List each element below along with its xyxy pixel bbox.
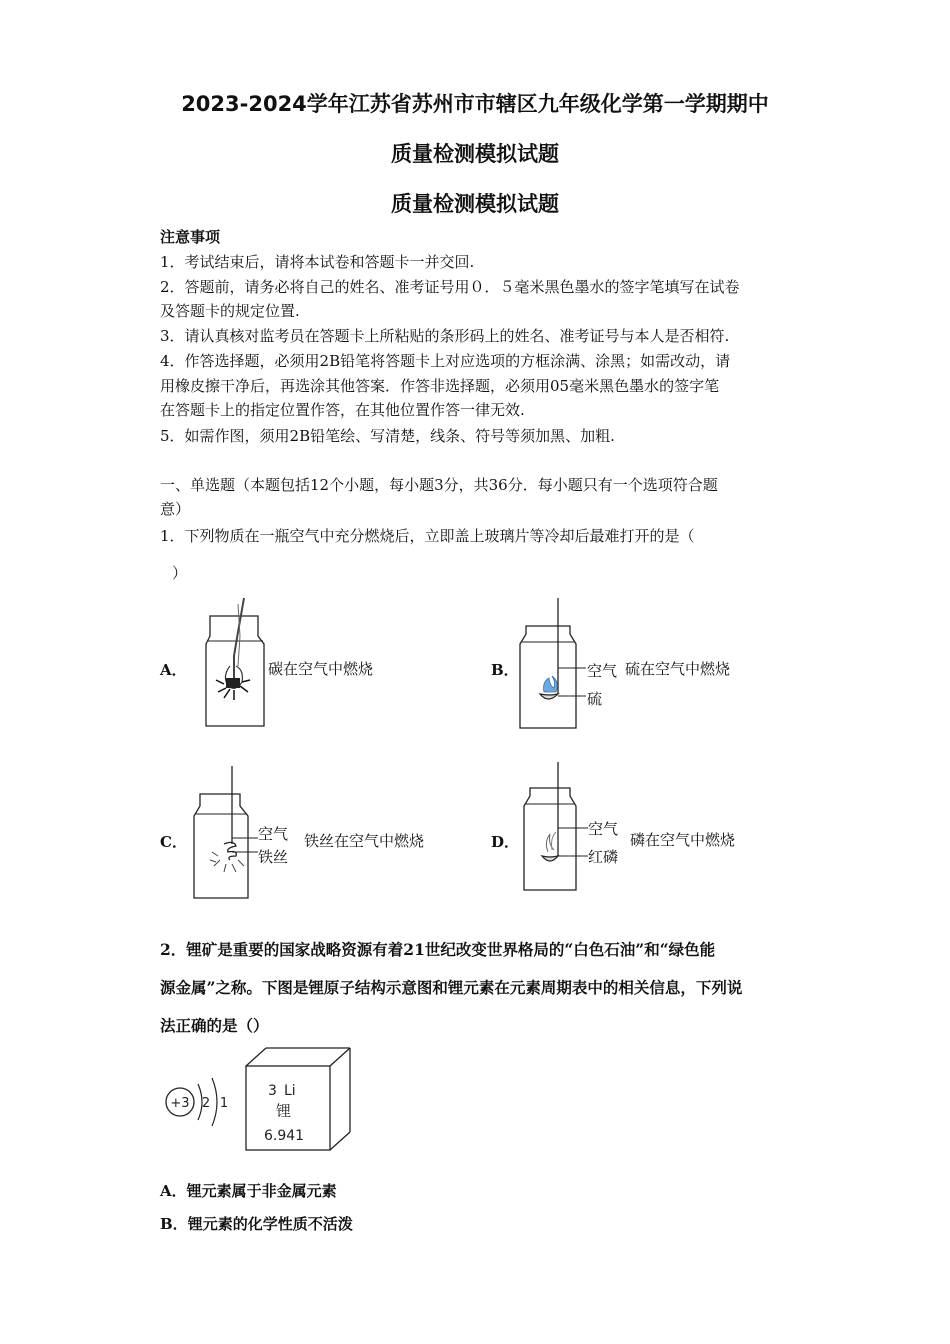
element-symbol: Li xyxy=(284,1083,296,1099)
q1-option-d-caption: 磷在空气中燃烧 xyxy=(630,831,736,849)
q2-option-b xyxy=(160,1214,353,1234)
q1-option-c-label-air: 空气 xyxy=(258,825,289,843)
q1-option-c-label-iron: 铁丝 xyxy=(258,848,289,866)
atomic-mass: 6.941 xyxy=(264,1128,305,1144)
q1-stem: 1．下列物质在一瓶空气中充分燃烧后，立即盖上玻璃片等冷却后最难打开的是（ xyxy=(160,527,695,545)
q1-option-b-label-air: 空气 xyxy=(587,662,618,680)
q1-option-c-letter: C． xyxy=(160,833,187,851)
q1-option-d-label-air: 空气 xyxy=(588,820,619,838)
q1-option-b-label-sulfur: 硫 xyxy=(587,690,603,708)
q2-option-a-text: 锂元素属于非金属元素 xyxy=(186,1182,337,1200)
notice-item: 用橡皮擦干净后，再选涂其他答案．作答非选择题，必须用05毫米黑色墨水的签字笔 xyxy=(160,377,720,395)
shell1-electrons: 2 xyxy=(201,1096,211,1111)
q1-option-b-caption: 硫在空气中燃烧 xyxy=(625,660,731,678)
nucleus-charge: +3 xyxy=(170,1096,190,1111)
section-heading-cont: 意） xyxy=(160,500,191,518)
notice-item: 及答题卡的规定位置. xyxy=(160,302,300,320)
notice-item: 4．作答选择题，必须用2B铅笔将答题卡上对应选项的方框涂满、涂黑；如需改动，请 xyxy=(160,352,731,370)
q2-option-b-text: 锂元素的化学性质不活泼 xyxy=(187,1215,353,1233)
q2-stem: 2．锂矿是重要的国家战略资源有着21世纪改变世界格局的“白色石油”和“绿色能 xyxy=(160,940,716,959)
q1-option-d-label-phosphorus: 红磷 xyxy=(588,848,619,866)
lithium-element-cell xyxy=(244,1046,354,1152)
section-heading: 一、单选题（本题包括12个小题，每小题3分，共36分．每小题只有一个选项符合题 xyxy=(160,476,718,494)
atomic-number: 3 xyxy=(268,1083,277,1099)
q1-option-a-letter: A． xyxy=(160,661,187,679)
exam-title-line1: 2023-2024学年江苏省苏州市市辖区九年级化学第一学期期中 xyxy=(181,92,769,116)
q2-option-b-letter: B． xyxy=(160,1215,188,1233)
lithium-atom-diagram xyxy=(160,1070,240,1136)
q1-option-c-caption: 铁丝在空气中燃烧 xyxy=(304,832,425,850)
q2-stem-cont2: 法正确的是（） xyxy=(160,1016,269,1035)
q1-option-a-caption: 碳在空气中燃烧 xyxy=(268,660,374,678)
electron-shell-2 xyxy=(212,1078,217,1126)
q2-stem-cont: 源金属”之称。下图是锂原子结构示意图和锂元素在元素周期表中的相关信息，下列说 xyxy=(160,978,743,997)
notice-heading: 注意事项 xyxy=(160,228,221,246)
exam-title-line2: 质量检测模拟试题 xyxy=(391,142,559,166)
q1-option-d-letter: D． xyxy=(491,833,520,851)
element-name: 锂 xyxy=(276,1102,292,1120)
notice-item: 5．如需作图，须用2B铅笔绘、写清楚，线条、符号等须加黑、加粗. xyxy=(160,427,615,445)
q2-option-a-letter: A． xyxy=(160,1182,187,1200)
notice-item: 3．请认真核对监考员在答题卡上所粘贴的条形码上的姓名、准考证号与本人是否相符. xyxy=(160,327,730,345)
notice-item: 1．考试结束后，请将本试卷和答题卡一并交回. xyxy=(160,253,475,271)
notice-item: 在答题卡上的指定位置作答，在其他位置作答一律无效. xyxy=(160,401,525,419)
shell2-electrons: 1 xyxy=(219,1096,229,1111)
notice-item: 2．答题前，请务必将自己的姓名、准考证号用０．５毫米黑色墨水的签字笔填写在试卷 xyxy=(160,278,740,296)
exam-title-line3: 质量检测模拟试题 xyxy=(391,192,559,216)
q1-option-b-letter: B． xyxy=(491,661,519,679)
q2-option-a xyxy=(160,1181,337,1201)
q1-stem-cont: ） xyxy=(172,564,188,582)
carbon-burning-jar-figure xyxy=(200,596,270,728)
